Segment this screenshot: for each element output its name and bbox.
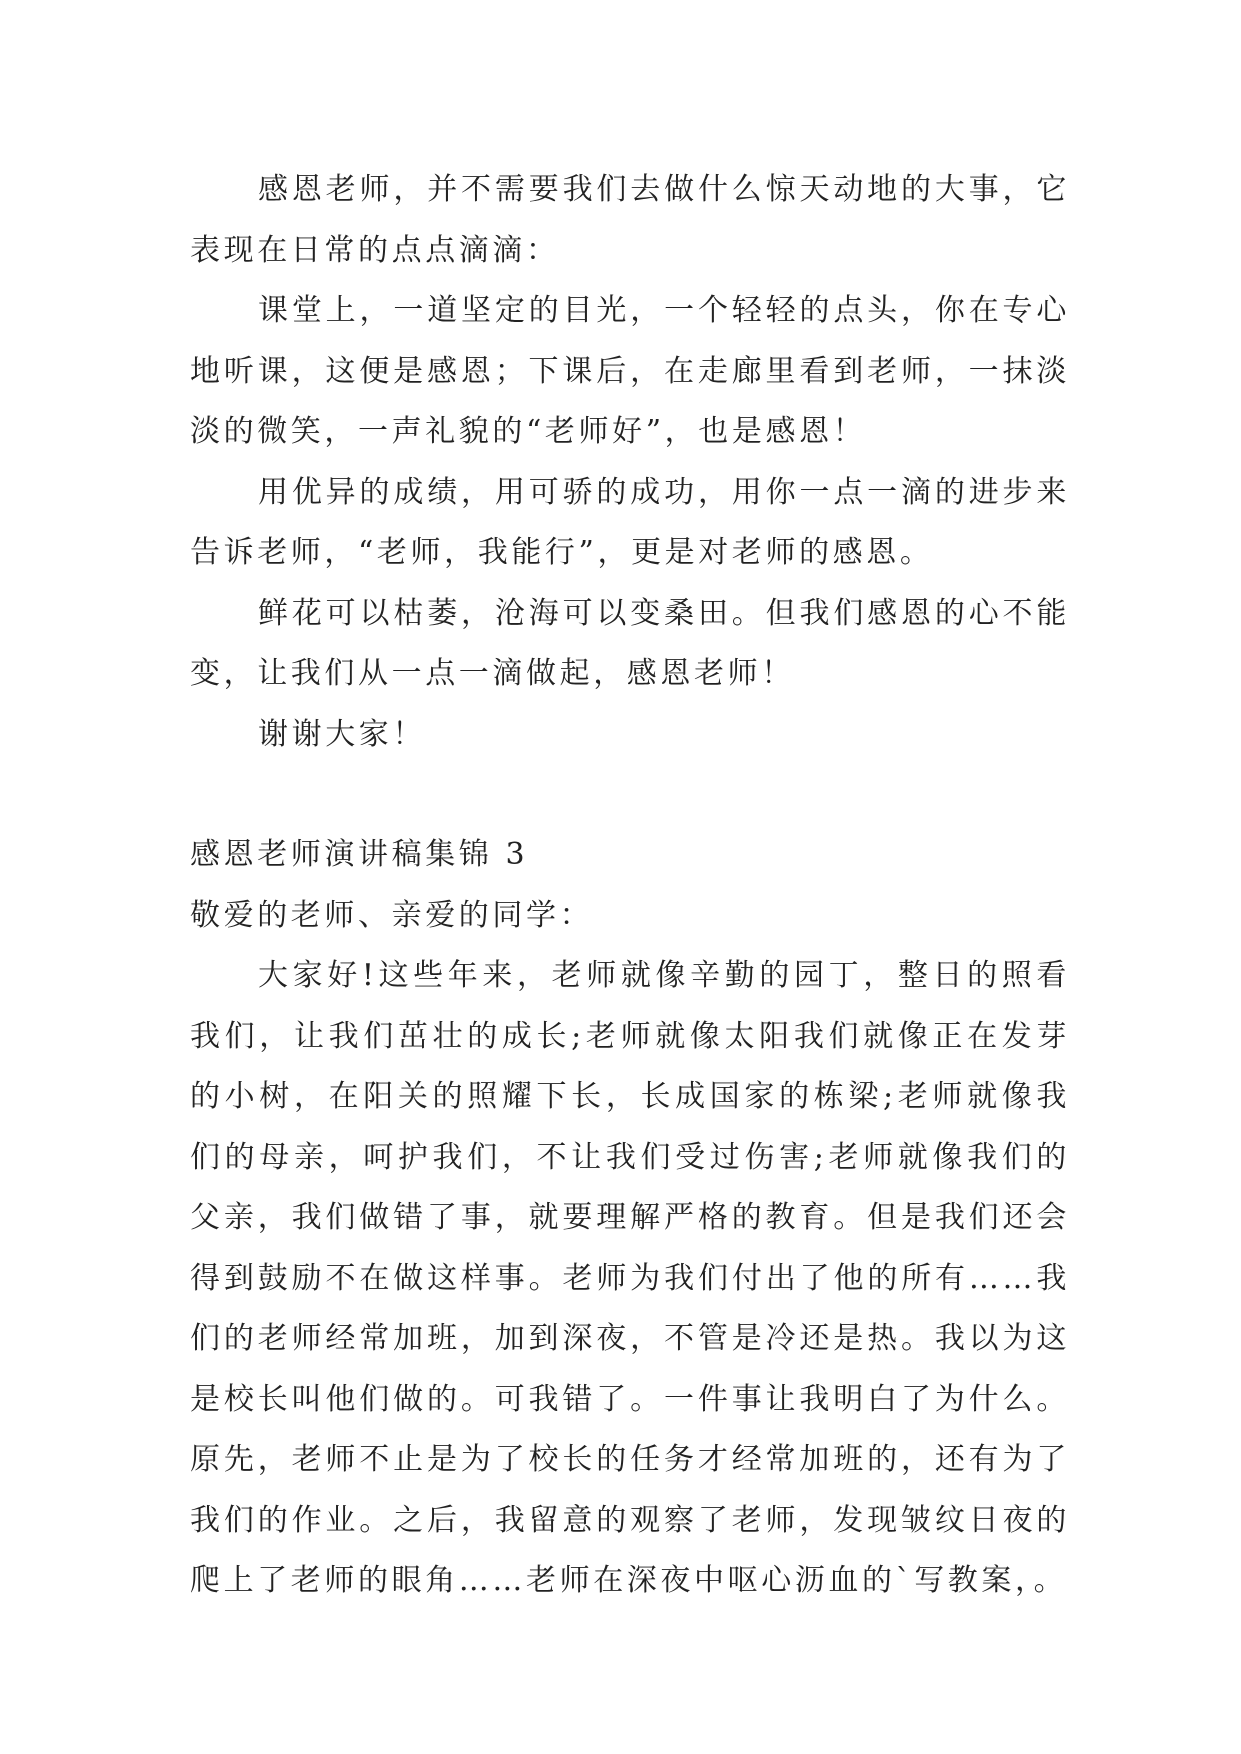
- paragraph: 感恩老师，并不需要我们去做什么惊天动地的大事，它表现在日常的点点滴滴：: [190, 172, 1070, 268]
- paragraph: 用优异的成绩，用可骄的成功，用你一点一滴的进步来告诉老师，“老师，我能行”，更是对老师的感恩。: [190, 474, 1070, 570]
- speech-body: 大家好!这些年来，老师就像辛勤的园丁，整日的照看我们，让我们茁壮的成长;老师就像太阳我们就像正在发芽的小树，在阳关的照耀下长，长成国家的栋梁;老师就像我们的母亲，呵护我们，不让我们受过伤害;老师就像我们的父亲，我们做错了事，就要理解严格的教育。但是我们还会得到鼓励不在做这样事。老师为我们付出了他的所有……我们的老师经常加班，加到深夜，不管是冷还是热。我以为这是校长叫他们做的。可我错了。一件事让我明白了为什么。原先，老师不止是为了校长的任务才经常加班的，还有为了我们的作业。之后，我留意的观察了老师，发现皱纹日夜的爬上了老师的眼角……老师在深夜中呕心沥血的`写教案，。: [190, 958, 1070, 1598]
- closing-thanks: 谢谢大家！: [258, 716, 426, 752]
- section-title: 感恩老师演讲稿集锦 3: [190, 837, 529, 872]
- document-body: [190, 160, 1070, 1612]
- section-gap: [190, 765, 1070, 825]
- salutation: 敬爱的老师、亲爱的同学：: [190, 897, 594, 933]
- paragraph: 鲜花可以枯萎，沧海可以变桑田。但我们感恩的心不能变，让我们从一点一滴做起，感恩老师！: [190, 595, 1070, 691]
- paragraph: 课堂上，一道坚定的目光，一个轻轻的点头，你在专心地听课，这便是感恩；下课后，在走廊里看到老师，一抹淡淡的微笑，一声礼貌的“老师好”，也是感恩！: [190, 293, 1070, 449]
